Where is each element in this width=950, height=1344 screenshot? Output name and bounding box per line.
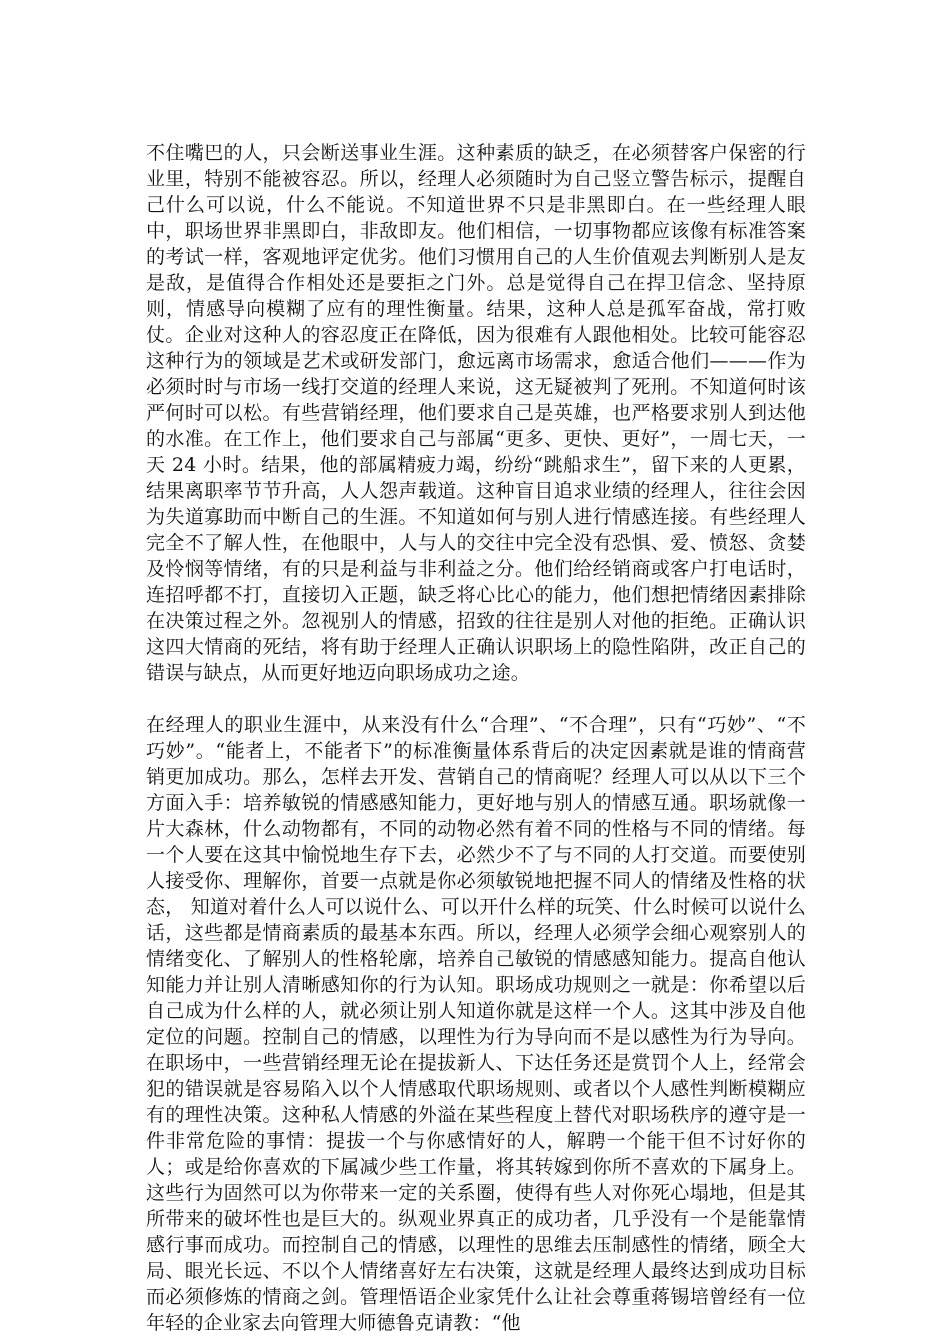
paragraph-2: 在经理人的职业生涯中，从来没有什么“合理”、“不合理”，只有“巧妙”、“不巧妙”。“能者上，不能者下”的标准衡量体系背后的决定因素就是谁的情商营销更加成功。那么，怎样去开发、营销自己的情商呢？经理人可以从以下三个方面入手：培养敏锐的情感感知能力，更好地与别人的情感互通。职场就像一片大森林，什么动物都有，不同的动物必然有着不同的性格与不同的情绪。每一个人要在这其中愉悦地生存下去，必然少不了与不同的人打交道。而要使别人接受你、理解你，首要一点就是你必须敏锐地把握不同人的情绪及性格的状态， 知道对着什么人可以说什么、可以开什么样的玩笑、什么时候可以说什么话，这些都是情商素质的最基本东西。所以，经理人必须学会细心观察别人的情绪变化、了解别人的性格轮廓，培养自己敏锐的情感感知能力。提高自他认知能力并让别人清晰感知你的行为认知。职场成功规则之一就是：你希望以后自己成为什么样的人，就必须让别人知道你就是这样一个人。这其中涉及自他定位的问题。控制自己的情感，以理性为行为导向而不是以感性为行为导向。在职场中，一些营销经理无论在提拔新人、下达任务还是赏罚个人上，经常会犯的错误就是容易陷入以个人情感取代职场规则、或者以个人感性判断模糊应有的理性决策。这种私人情感的外溢在某些程度上替代对职场秩序的遵守是一件非常危险的事情：提拔一个与你感情好的人，解聘一个能干但不讨好你的人；或是给你喜欢的下属减少些工作量，将其转嫁到你所不喜欢的下属身上。这些行为固然可以为你带来一定的关系圈，使得有些人对你死心塌地，但是其所带来的破坏性也是巨大的。纵观业界真正的成功者，几乎没有一个是能靠情感行事而成功。而控制自己的情感，以理性的思维去压制感性的情绪，顾全大局、眼光长远、不以个人情绪喜好左右决策，这就是经理人最终达到成功目标而必须修炼的情商之剑。管理悟语企业家凭什么让社会尊重蒋锡培曾经有一位年轻的企业家去向管理大师德鲁克请教：“他	[146, 714, 806, 1334]
paragraph-1: 不住嘴巴的人，只会断送事业生涯。这种素质的缺乏，在必须替客户保密的行业里，特别不能被容忍。所以，经理人必须随时为自己竖立警告标示，提醒自己什么可以说，什么不能说。不知道世界不只是非黑即白。在一些经理人眼中，职场世界非黑即白，非敌即友。他们相信，一切事物都应该像有标准答案的考试一样，客观地评定优劣。他们习惯用自己的人生价值观去判断别人是友是敌，是值得合作相处还是要拒之门外。总是觉得自己在捍卫信念、坚持原则，情感导向模糊了应有的理性衡量。结果，这种人总是孤军奋战，常打败仗。企业对这种人的容忍度正在降低，因为很难有人跟他相处。比较可能容忍这种行为的领域是艺术或研发部门，愈远离市场需求，愈适合他们———作为必须时时与市场一线打交道的经理人来说，这无疑被判了死刑。不知道何时该严何时可以松。有些营销经理，他们要求自己是英雄，也严格要求别人到达他的水准。在工作上，他们要求自己与部属“更多、更快、更好”，一周七天，一天 24 小时。结果，他的部属精疲力竭，纷纷“跳船求生”，留下来的人更累，结果离职率节节升高，人人怨声载道。这种盲目追求业绩的经理人，往往会因为失道寡助而中断自己的生涯。不知道如何与别人进行情感连接。有些经理人完全不了解人性，在他眼中，人与人的交往中完全没有恐惧、爱、愤怒、贪婪及怜悯等情绪，有的只是利益与非利益之分。他们给经销商或客户打电话时，连招呼都不打，直接切入正题，缺乏将心比心的能力，他们想把情绪因素排除在决策过程之外。忽视别人的情感，招致的往往是别人对他的拒绝。正确认识这四大情商的死结，将有助于经理人正确认识职场上的隐性陷阱，改正自己的错误与缺点，从而更好地迈向职场成功之途。	[146, 142, 806, 684]
document-body	[146, 140, 806, 1336]
